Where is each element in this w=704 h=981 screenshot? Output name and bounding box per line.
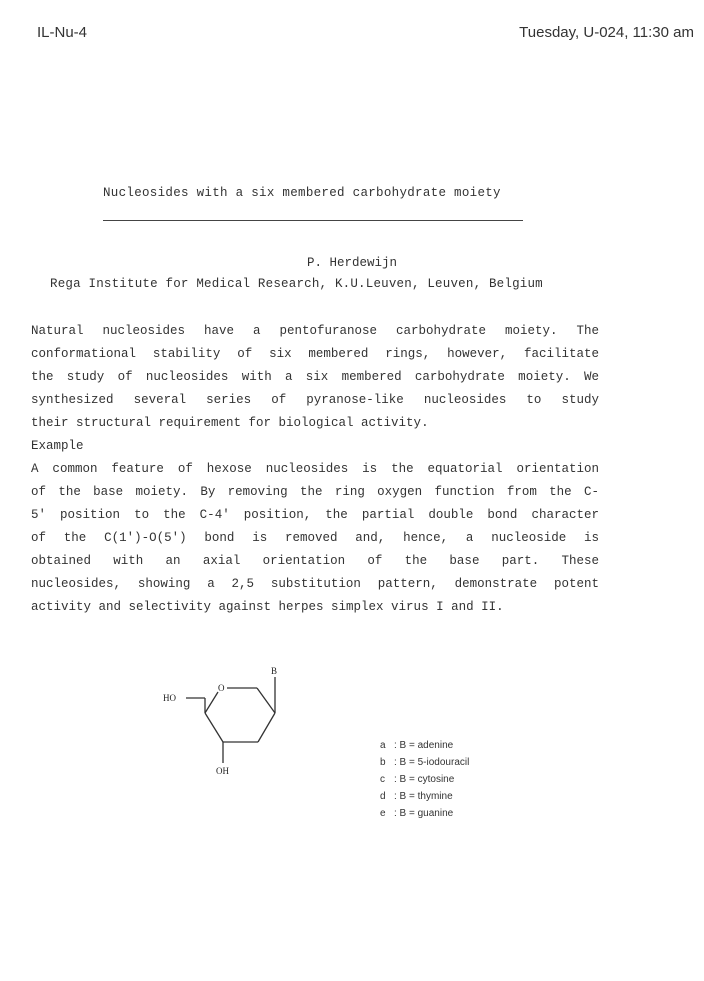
author: P. Herdewijn xyxy=(306,256,397,270)
body-line: conformational stability of six membered rings, however, facilitate xyxy=(31,347,599,361)
body-line: 5' position to the C-4' position, the partial double bond character xyxy=(31,508,599,522)
legend-item: a : B = adenine xyxy=(380,740,454,751)
body-line: nucleosides, showing a 2,5 substitution pattern, demonstrate potent xyxy=(31,577,599,591)
ho-label: HO xyxy=(163,693,176,703)
ring-bonds xyxy=(186,677,275,763)
session-time: Tuesday, U-024, 11:30 am xyxy=(519,24,694,41)
legend-item: e : B = guanine xyxy=(380,808,454,819)
body-line: Natural nucleosides have a pentofuranose carbohydrate moiety. The xyxy=(31,324,599,338)
affiliation: Rega Institute for Medical Research, K.U.Leuven, Leuven, Belgium xyxy=(50,277,543,291)
body-line: of the C(1')-O(5') bond is removed and, hence, a nucleoside is xyxy=(31,531,599,545)
body-line: obtained with an axial orientation of the base part. These xyxy=(31,554,599,568)
body-line: A common feature of hexose nucleosides is the equatorial orientation xyxy=(31,462,599,476)
base-legend xyxy=(380,737,469,822)
body-line: activity and selectivity against herpes simplex virus I and II. xyxy=(31,600,504,614)
oh-label: OH xyxy=(216,766,229,776)
base-label: B xyxy=(271,666,278,676)
legend-item: d : B = thymine xyxy=(380,791,453,802)
body-line: synthesized several series of pyranose-like nucleosides to study xyxy=(31,393,599,407)
legend-item: b : B = 5-iodouracil xyxy=(380,757,470,768)
ring-oxygen-label: O xyxy=(218,683,225,693)
body-line: their structural requirement for biological activity. xyxy=(31,416,429,430)
legend-item: c : B = cytosine xyxy=(380,774,455,785)
document-code: IL-Nu-4 xyxy=(37,24,88,41)
body-line: of the base moiety. By removing the ring oxygen function from the C- xyxy=(31,485,599,499)
paper-title: Nucleosides with a six membered carbohydrate moiety xyxy=(103,186,501,200)
example-heading: Example xyxy=(31,439,84,453)
body-line: the study of nucleosides with a six membered carbohydrate moiety. We xyxy=(31,370,599,384)
